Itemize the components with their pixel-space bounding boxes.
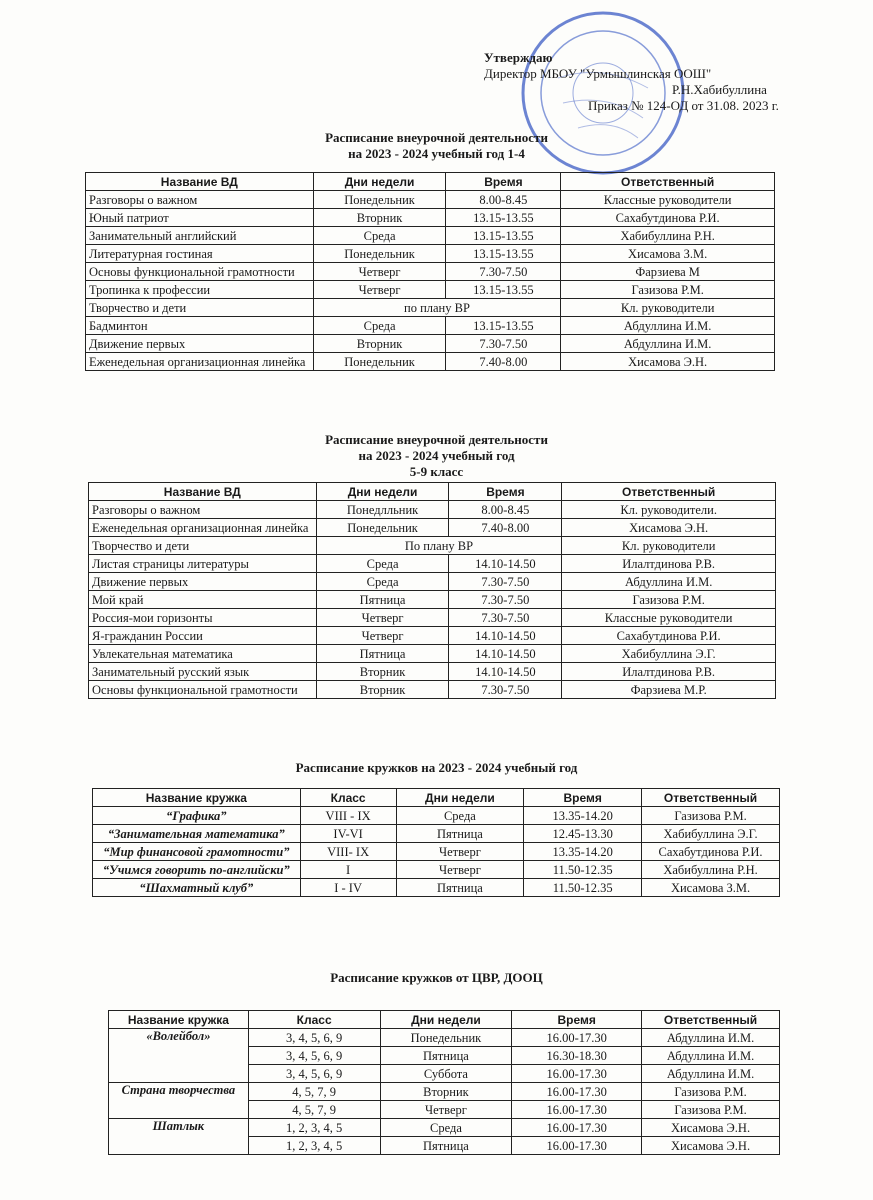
table-cell: Кл. руководители [562,537,776,555]
table-row [86,335,775,353]
column-header: Время [446,173,561,191]
table-cell: “Занимательная математика” [93,825,301,843]
table2-title-2: на 2023 - 2024 учебный год [358,448,515,463]
table-cell: 13.15-13.55 [446,245,561,263]
table-cell: Пятница [380,1047,512,1065]
table-cell: Бадминтон [86,317,314,335]
table-row [93,879,780,897]
table-cell: Пятница [380,1137,512,1155]
table-cell: Вторник [313,209,446,227]
column-header: Название кружка [93,789,301,807]
table-cell: Хисамова Э.Н. [562,519,776,537]
table-cell: Абдуллина И.М. [642,1065,780,1083]
table-row [89,501,776,519]
table-row [93,843,780,861]
table-row [89,519,776,537]
schedule-table-5-9 [88,482,776,699]
table-cell: 13.15-13.55 [446,209,561,227]
table-cell: 7.30-7.50 [446,335,561,353]
column-header: Время [524,789,642,807]
table-cell: Понедельник [313,191,446,209]
table-cell: “Учимся говорить по-английски” [93,861,301,879]
table-cell: Увлекательная математика [89,645,317,663]
table-cell: Фарзиева М [561,263,775,281]
club-name-cell: «Волейбол» [109,1029,249,1083]
table-cell: 7.40-8.00 [446,353,561,371]
table-cell: Литературная гостиная [86,245,314,263]
table-cell: Илалтдинова Р.В. [562,663,776,681]
table-cell: 11.50-12.35 [524,861,642,879]
column-header: Дни недели [396,789,524,807]
table-cell: Тропинка к профессии [86,281,314,299]
header-row [109,1011,780,1029]
table-cell: 16.00-17.30 [512,1029,642,1047]
table-row [86,317,775,335]
column-header: Ответственный [642,789,780,807]
table-row [86,227,775,245]
approval-line-3: Р.Н.Хабибуллина [672,82,767,97]
table-cell: VIII - IX [300,807,396,825]
table-row [109,1029,780,1047]
column-header: Ответственный [561,173,775,191]
table1-title-2: на 2023 - 2024 учебный год 1-4 [348,146,525,161]
table-cell: Листая страницы литературы [89,555,317,573]
table-cell: Понедельник [313,245,446,263]
table-row [109,1119,780,1137]
table-cell: Движение первых [86,335,314,353]
table-cell: Илалтдинова Р.В. [562,555,776,573]
table-cell: Понедлльник [316,501,449,519]
table2-title-3: 5-9 класс [409,464,464,479]
table-cell: Хисамова Э.Н. [642,1119,780,1137]
table-cell: 7.30-7.50 [449,681,562,699]
approval-line-2: Директор МБОУ "Урмышлинская ООШ" [484,66,712,81]
club-name-cell: Шатлык [109,1119,249,1155]
table-cell: 7.30-7.50 [446,263,561,281]
table-cell: 1, 2, 3, 4, 5 [248,1119,380,1137]
table-cell: I [300,861,396,879]
approval-line-1: Утверждаю [484,50,553,65]
table-cell: Кл. руководители [561,299,775,317]
table-cell: Еженедельная организационная линейка [89,519,317,537]
table-cell: 16.00-17.30 [512,1083,642,1101]
clubs-table [92,788,780,897]
table-row [89,573,776,591]
approval-block [470,50,779,114]
table-row [89,681,776,699]
table-cell: Понедельник [316,519,449,537]
table-cell: Понедельник [313,353,446,371]
table-row [89,591,776,609]
table-cell: Основы функциональной грамотности [89,681,317,699]
table-cell: 16.00-17.30 [512,1101,642,1119]
table-cell: Среда [313,317,446,335]
table2-title-1: Расписание внеурочной деятельности [325,432,548,447]
table-cell: Понедельник [380,1029,512,1047]
table-cell: 4, 5, 7, 9 [248,1083,380,1101]
table-cell: Занимательный английский [86,227,314,245]
table-cell: Движение первых [89,573,317,591]
table-cell: Занимательный русский язык [89,663,317,681]
table-cell: Хисамова Э.Н. [642,1137,780,1155]
table-row [86,209,775,227]
table-cell: по плану ВР [313,299,561,317]
table-cell: Абдуллина И.М. [561,335,775,353]
table-cell: Вторник [316,663,449,681]
table-row [93,825,780,843]
table-cell: Еженедельная организационная линейка [86,353,314,371]
table-cell: Сахабутдинова Р.И. [561,209,775,227]
column-header: Ответственный [642,1011,780,1029]
table-cell: IV-VI [300,825,396,843]
column-header: Ответственный [562,483,776,501]
table-cell: Кл. руководители. [562,501,776,519]
table-row [89,627,776,645]
table-cell: Россия-мои горизонты [89,609,317,627]
table3-title: Расписание кружков на 2023 - 2024 учебный год [295,760,578,775]
table-cell: 14.10-14.50 [449,663,562,681]
table-cell: Вторник [316,681,449,699]
table-cell: Четверг [313,281,446,299]
table-cell: Основы функциональной грамотности [86,263,314,281]
table-cell: 13.35-14.20 [524,843,642,861]
table-row [89,537,776,555]
table-cell: Сахабутдинова Р.И. [642,843,780,861]
table-cell: Пятница [316,645,449,663]
table-cell: 4, 5, 7, 9 [248,1101,380,1119]
table-cell: Хабибуллина Р.Н. [642,861,780,879]
table-cell: Среда [396,807,524,825]
table-cell: Газизова Р.М. [562,591,776,609]
table-cell: Хисамова З.М. [561,245,775,263]
table-cell: Четверг [380,1101,512,1119]
table-cell: Газизова Р.М. [642,807,780,825]
table-cell: Суббота [380,1065,512,1083]
table-cell: Хабибуллина Э.Г. [562,645,776,663]
table-row [86,245,775,263]
table-cell: Вторник [380,1083,512,1101]
table-cell: Газизова Р.М. [561,281,775,299]
table-cell: Четверг [316,627,449,645]
column-header: Дни недели [313,173,446,191]
table-cell: По плану ВР [316,537,562,555]
table-cell: Четверг [396,843,524,861]
table-cell: 11.50-12.35 [524,879,642,897]
table-cell: Классные руководители [562,609,776,627]
column-header: Дни недели [316,483,449,501]
table-row [109,1083,780,1101]
table-cell: Среда [380,1119,512,1137]
table4-title: Расписание кружков от ЦВР, ДООЦ [330,970,543,985]
table-row [89,663,776,681]
table-cell: 3, 4, 5, 6, 9 [248,1047,380,1065]
table-cell: 7.30-7.50 [449,573,562,591]
table-cell: Хисамова Э.Н. [561,353,775,371]
table-cell: 16.00-17.30 [512,1119,642,1137]
table-row [93,807,780,825]
table-cell: 13.35-14.20 [524,807,642,825]
table-cell: Юный патриот [86,209,314,227]
table-cell: 7.30-7.50 [449,609,562,627]
table-cell: 16.00-17.30 [512,1137,642,1155]
table-cell: Пятница [396,879,524,897]
table-cell: 16.00-17.30 [512,1065,642,1083]
table-cell: Среда [316,555,449,573]
table-cell: Абдуллина И.М. [642,1029,780,1047]
column-header: Класс [248,1011,380,1029]
table-cell: “Мир финансовой грамотности” [93,843,301,861]
table-cell: 14.10-14.50 [449,555,562,573]
header-row [86,173,775,191]
table-row [89,645,776,663]
table-cell: Классные руководители [561,191,775,209]
table-cell: 1, 2, 3, 4, 5 [248,1137,380,1155]
table-cell: 3, 4, 5, 6, 9 [248,1029,380,1047]
schedule-table-1-4 [85,172,775,371]
column-header: Время [512,1011,642,1029]
table-cell: 8.00-8.45 [449,501,562,519]
club-name-cell: Страна творчества [109,1083,249,1119]
table-cell: Разговоры о важном [86,191,314,209]
table-cell: 16.30-18.30 [512,1047,642,1065]
column-header: Название ВД [89,483,317,501]
table-cell: 7.30-7.50 [449,591,562,609]
column-header: Дни недели [380,1011,512,1029]
table-cell: “Графика” [93,807,301,825]
table-cell: Четверг [316,609,449,627]
table-row [86,299,775,317]
column-header: Класс [300,789,396,807]
table-cell: Абдуллина И.М. [562,573,776,591]
column-header: Время [449,483,562,501]
table-cell: 13.15-13.55 [446,227,561,245]
table1-title-1: Расписание внеурочной деятельности [325,130,548,145]
table-row [86,191,775,209]
table-cell: VIII- IX [300,843,396,861]
table-cell: 3, 4, 5, 6, 9 [248,1065,380,1083]
table-cell: 14.10-14.50 [449,627,562,645]
table-cell: Хабибуллина Э.Г. [642,825,780,843]
table-cell: Четверг [313,263,446,281]
table-cell: Фарзиева М.Р. [562,681,776,699]
table-cell: Газизова Р.М. [642,1083,780,1101]
table-cell: Пятница [396,825,524,843]
table-cell: Хисамова З.М. [642,879,780,897]
header-row [89,483,776,501]
table-row [86,263,775,281]
table-row [93,861,780,879]
table-cell: 12.45-13.30 [524,825,642,843]
table-cell: Абдуллина И.М. [561,317,775,335]
table-cell: 13.15-13.55 [446,281,561,299]
table-cell: Я-гражданин России [89,627,317,645]
table-cell: Абдуллина И.М. [642,1047,780,1065]
table-cell: Разговоры о важном [89,501,317,519]
header-row [93,789,780,807]
table-cell: Творчество и дети [89,537,317,555]
table-cell: Сахабутдинова Р.И. [562,627,776,645]
table-cell: Среда [313,227,446,245]
approval-line-4: Приказ № 124-ОД от 31.08. 2023 г. [588,98,779,113]
table-cell: 13.15-13.55 [446,317,561,335]
table-cell: Газизова Р.М. [642,1101,780,1119]
column-header: Название кружка [109,1011,249,1029]
table-cell: Вторник [313,335,446,353]
table-row [86,281,775,299]
table-cell: I - IV [300,879,396,897]
table-cell: Творчество и дети [86,299,314,317]
table-cell: Хабибуллина Р.Н. [561,227,775,245]
table-row [86,353,775,371]
table-cell: 7.40-8.00 [449,519,562,537]
table-row [89,555,776,573]
table-row [89,609,776,627]
table-cell: Среда [316,573,449,591]
table-cell: Пятница [316,591,449,609]
table-cell: Четверг [396,861,524,879]
table-cell: 14.10-14.50 [449,645,562,663]
table-cell: 8.00-8.45 [446,191,561,209]
table-cell: “Шахматный клуб” [93,879,301,897]
cvr-clubs-table [108,1010,780,1155]
column-header: Название ВД [86,173,314,191]
table-cell: Мой край [89,591,317,609]
